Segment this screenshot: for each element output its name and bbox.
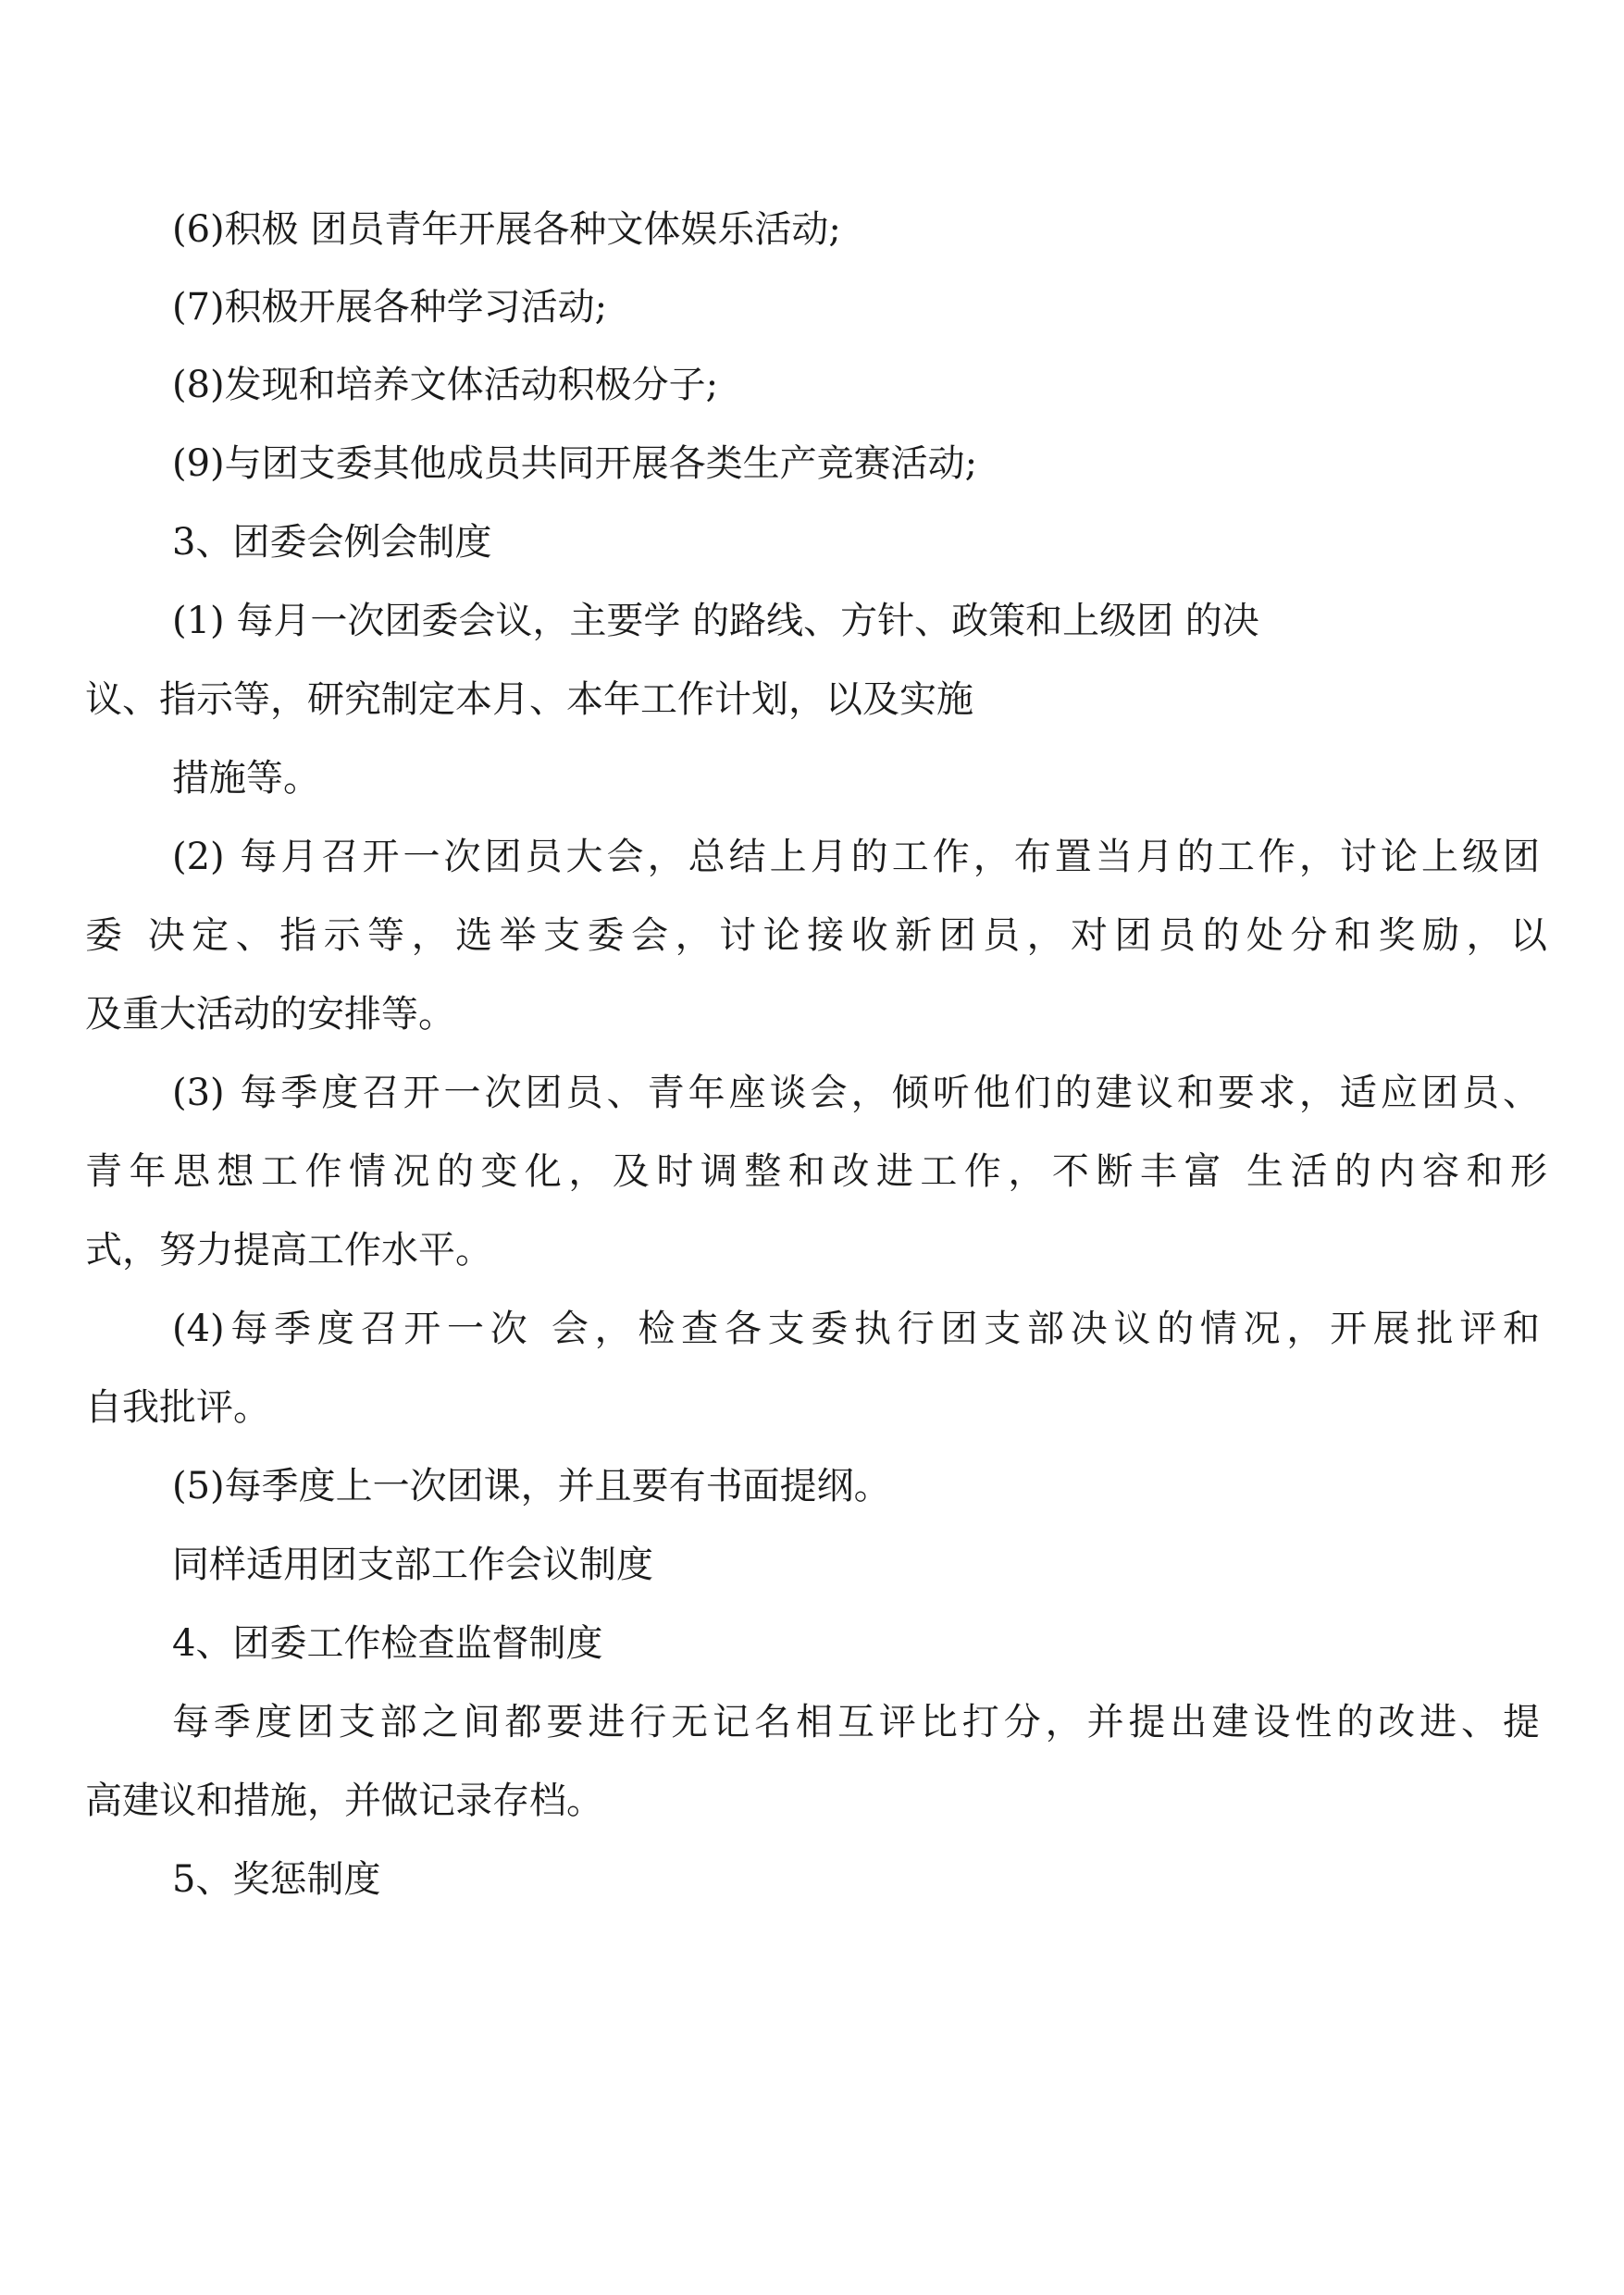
item-9: (9)与团支委其他成员共同开展各类生产竞赛活动; [172, 442, 978, 485]
paragraph-1-line-3: 措施等。 [172, 757, 320, 800]
section-4-heading: 4、团委工作检查监督制度 [172, 1622, 603, 1665]
note-line: 同样适用团支部工作会议制度 [172, 1544, 653, 1586]
paragraph-3-line-2: 青年思想工作情况的变化，及时调整和改进工作，不断丰富 生活的内容和形 [85, 1150, 1547, 1193]
paragraph-5: (5)每季度上一次团课，并且要有书面提纲。 [172, 1465, 891, 1507]
section-4-line-2: 高建议和措施，并做记录存档。 [85, 1780, 603, 1822]
paragraph-3-line-1: (3) 每季度召开一次团员、青年座谈会，倾听他们的建议和要求，适应团员、 [172, 1072, 1540, 1114]
section-4-line-1: 每季度团支部之间都要进行无记名相互评比打分，并提出建设性的改进、提 [172, 1701, 1540, 1743]
item-6: (6)积极 团员青年开展各种文体娱乐活动; [172, 208, 841, 251]
paragraph-2-line-2: 委 决定、指示等，选举支委会，讨论接收新团员，对团员的处分和奖励，以 [85, 914, 1547, 957]
section-3-heading: 3、团委会例会制度 [172, 521, 492, 564]
paragraph-4-line-1: (4)每季度召开一次 会，检查各支委执行团支部决议的情况，开展批评和 [172, 1308, 1540, 1350]
paragraph-3-line-3: 式，努力提高工作水平。 [85, 1229, 492, 1272]
paragraph-4-line-2: 自我批评。 [85, 1386, 270, 1429]
item-7: (7)积极开展各种学习活动; [172, 286, 608, 329]
paragraph-2-line-1: (2) 每月召开一次团员大会，总结上月的工作，布置当月的工作，讨论上级团 [172, 836, 1540, 878]
section-5-heading: 5、奖惩制度 [172, 1858, 381, 1901]
paragraph-1-line-2: 议、指示等，研究制定本月、本年工作计划，以及实施 [85, 678, 973, 721]
paragraph-2-line-3: 及重大活动的安排等。 [85, 993, 455, 1036]
paragraph-1-line-1: (1) 每月一次团委会议，主要学 的路线、方针、政策和上级团 的决 [172, 600, 1259, 642]
item-8: (8)发现和培养文体活动积极分子; [172, 364, 719, 406]
